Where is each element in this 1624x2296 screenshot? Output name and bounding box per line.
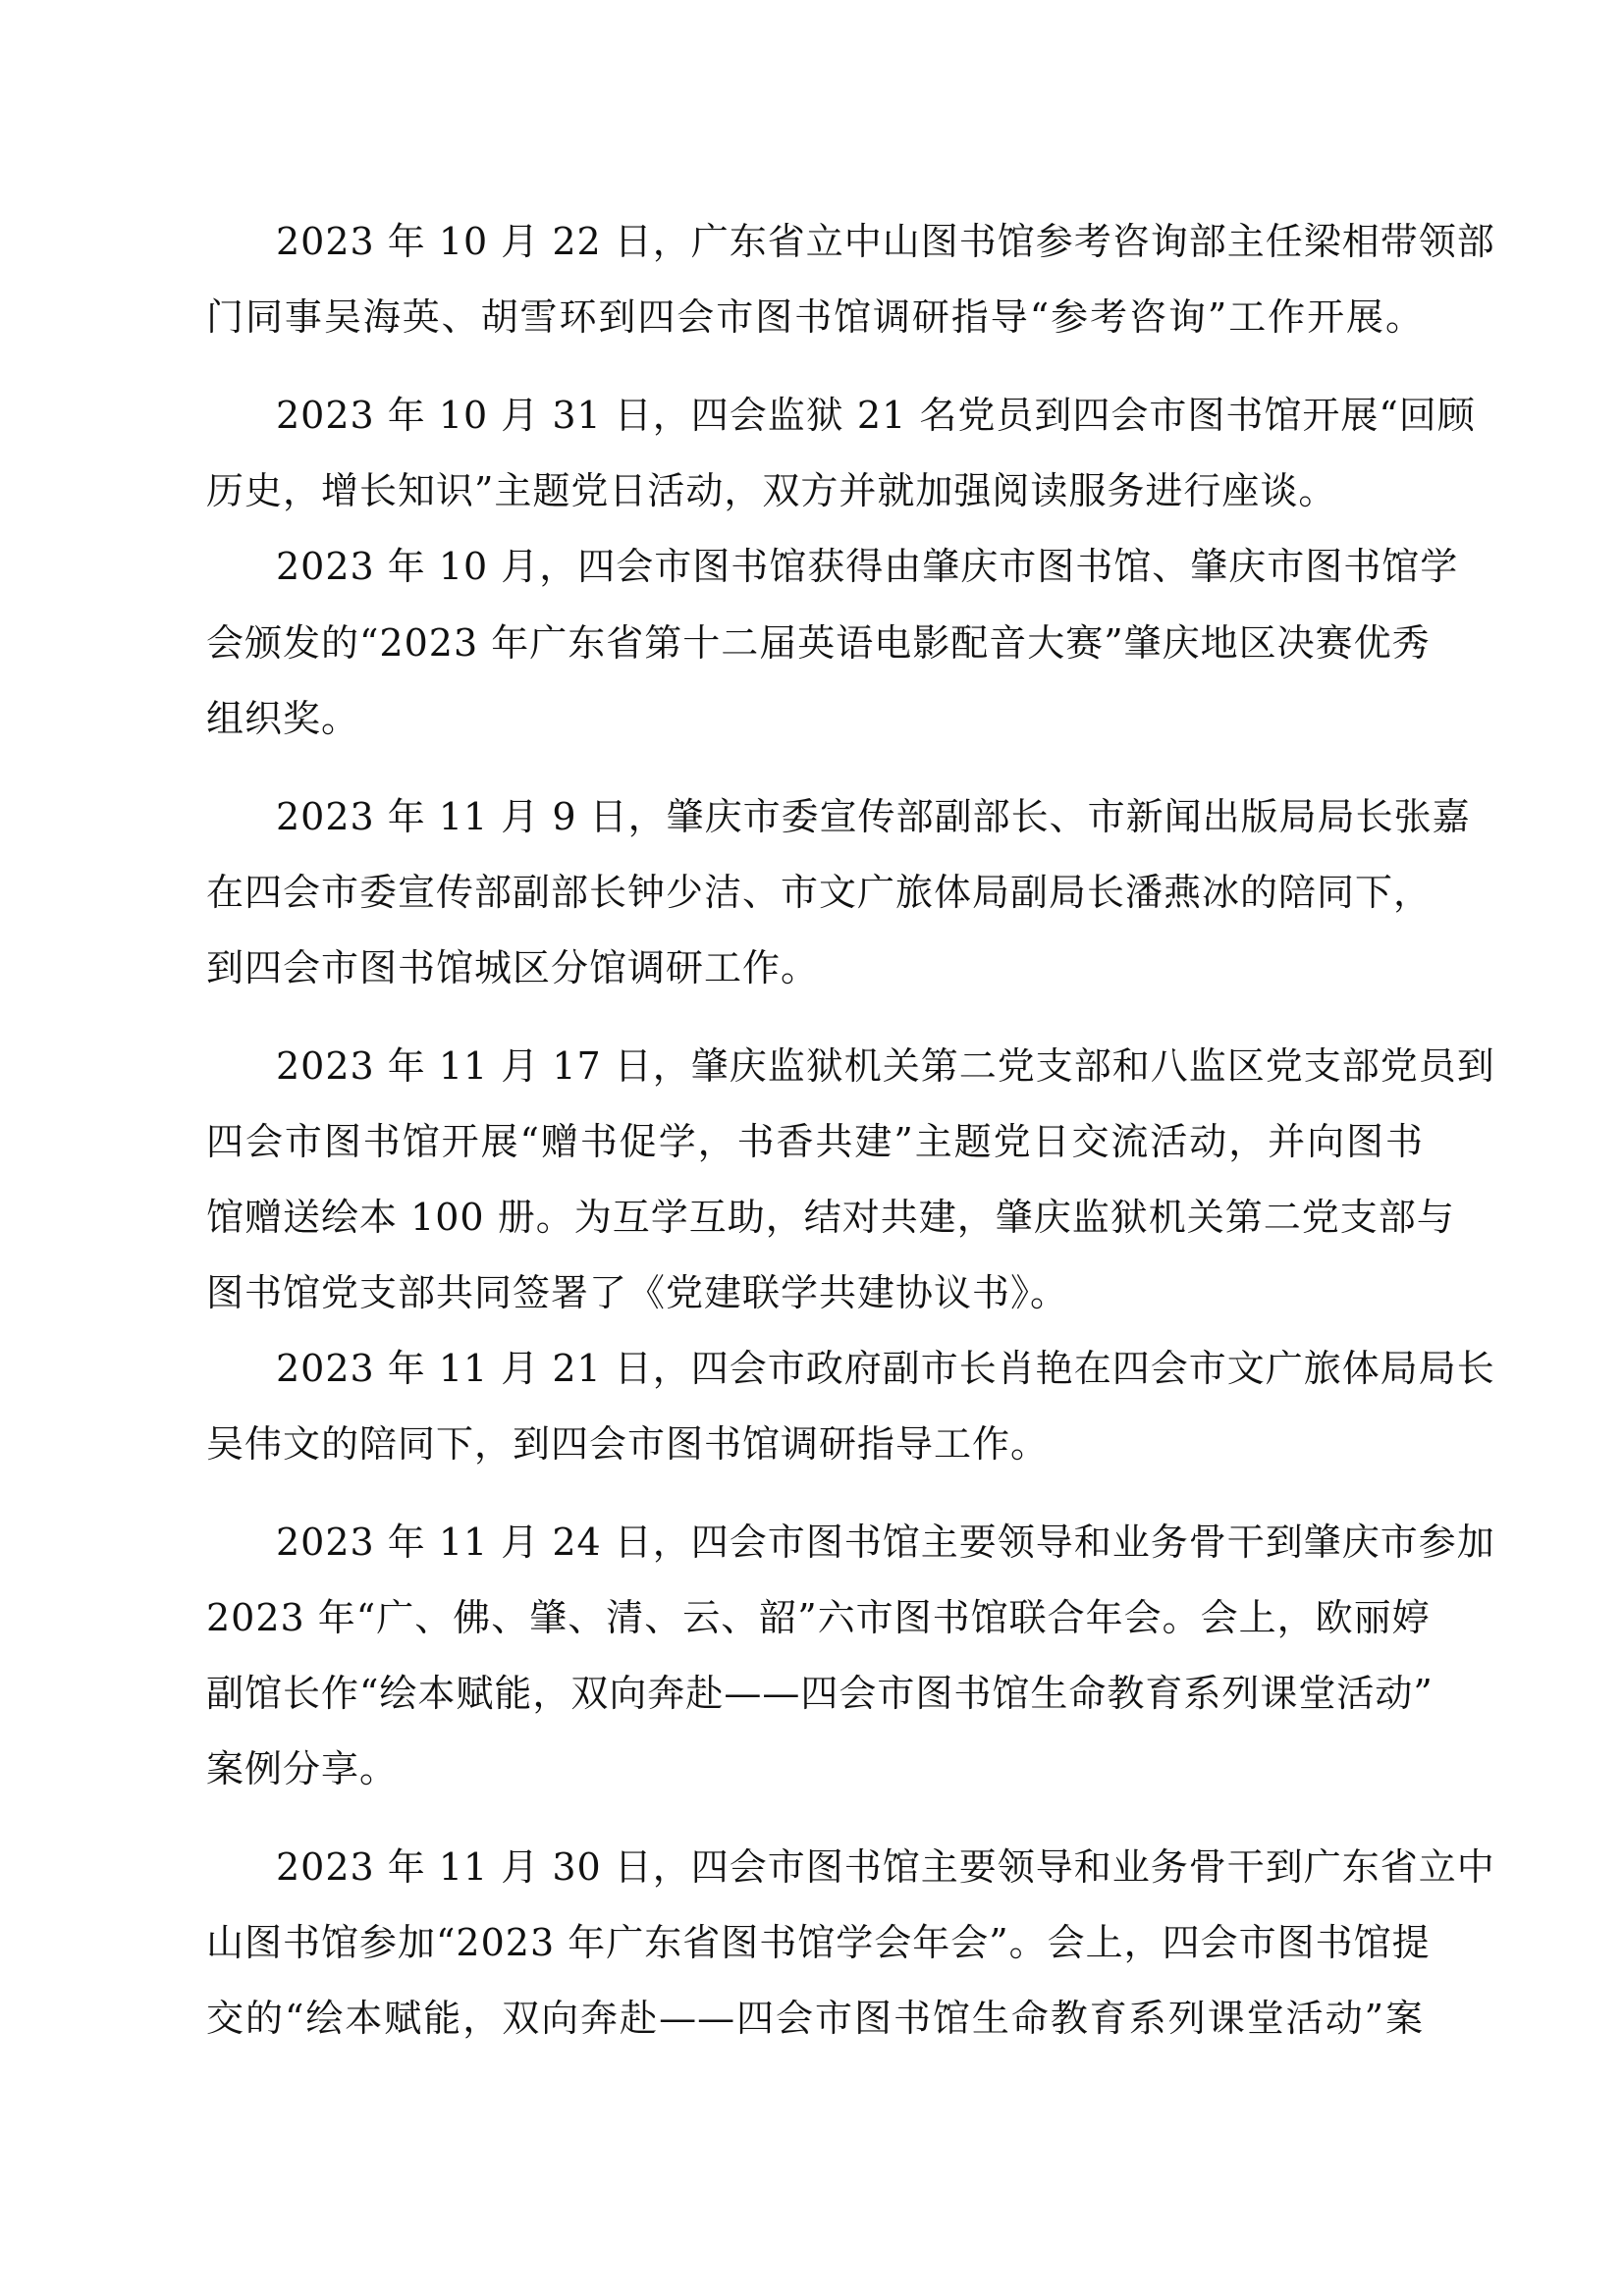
paragraph-1-line-1: 2023 年 10 月 22 日，广东省立中山图书馆参考咨询部主任梁相带领部 [276,220,1495,263]
paragraph-2-line-1: 2023 年 10 月 31 日，四会监狱 21 名党员到四会市图书馆开展“回顾 [276,394,1476,437]
paragraph-4-line-3: 到四会市图书馆城区分馆调研工作。 [206,946,820,989]
paragraph-4-line-1: 2023 年 11 月 9 日，肇庆市委宣传部副部长、市新闻出版局局长张嘉 [276,795,1471,838]
paragraph-6-line-2: 吴伟文的陪同下，到四会市图书馆调研指导工作。 [206,1422,1050,1466]
paragraph-7-line-3: 副馆长作“绘本赋能，双向奔赴——四会市图书馆生命教育系列课堂活动” [206,1672,1434,1715]
paragraph-8-line-3: 交的“绘本赋能，双向奔赴——四会市图书馆生命教育系列课堂活动”案 [206,1997,1424,2040]
paragraph-1-line-2: 门同事吴海英、胡雪环到四会市图书馆调研指导“参考咨询”工作开展。 [206,295,1424,339]
paragraph-6-line-1: 2023 年 11 月 21 日，四会市政府副市长肖艳在四会市文广旅体局局长 [276,1347,1495,1390]
paragraph-8-line-1: 2023 年 11 月 30 日，四会市图书馆主要领导和业务骨干到广东省立中 [276,1845,1495,1889]
paragraph-7-line-1: 2023 年 11 月 24 日，四会市图书馆主要领导和业务骨干到肇庆市参加 [276,1521,1495,1564]
paragraph-8-line-2: 山图书馆参加“2023 年广东省图书馆学会年会”。会上，四会市图书馆提 [206,1921,1431,1964]
paragraph-5-line-4: 图书馆党支部共同签署了《党建联学共建协议书》。 [206,1271,1069,1314]
paragraph-5-line-1: 2023 年 11 月 17 日，肇庆监狱机关第二党支部和八监区党支部党员到 [276,1044,1495,1088]
paragraph-7-line-4: 案例分享。 [206,1747,399,1790]
paragraph-4-line-2: 在四会市委宣传部副部长钟少洁、市文广旅体局副局长潘燕冰的陪同下， [206,871,1433,914]
paragraph-2-line-2: 历史，增长知识”主题党日活动，双方并就加强阅读服务进行座谈。 [206,469,1337,512]
paragraph-5-line-2: 四会市图书馆开展“赠书促学，书香共建”主题党日交流活动，并向图书 [206,1120,1424,1163]
paragraph-5-line-3: 馆赠送绘本 100 册。为互学互助，结对共建，肇庆监狱机关第二党支部与 [206,1196,1455,1239]
paragraph-3-line-1: 2023 年 10 月，四会市图书馆获得由肇庆市图书馆、肇庆市图书馆学 [276,545,1459,588]
paragraph-3-line-3: 组织奖。 [206,697,360,740]
paragraph-3-line-2: 会颁发的“2023 年广东省第十二届英语电影配音大赛”肇庆地区决赛优秀 [206,621,1431,665]
paragraph-7-line-2: 2023 年“广、佛、肇、清、云、韶”六市图书馆联合年会。会上，欧丽婷 [206,1596,1431,1639]
